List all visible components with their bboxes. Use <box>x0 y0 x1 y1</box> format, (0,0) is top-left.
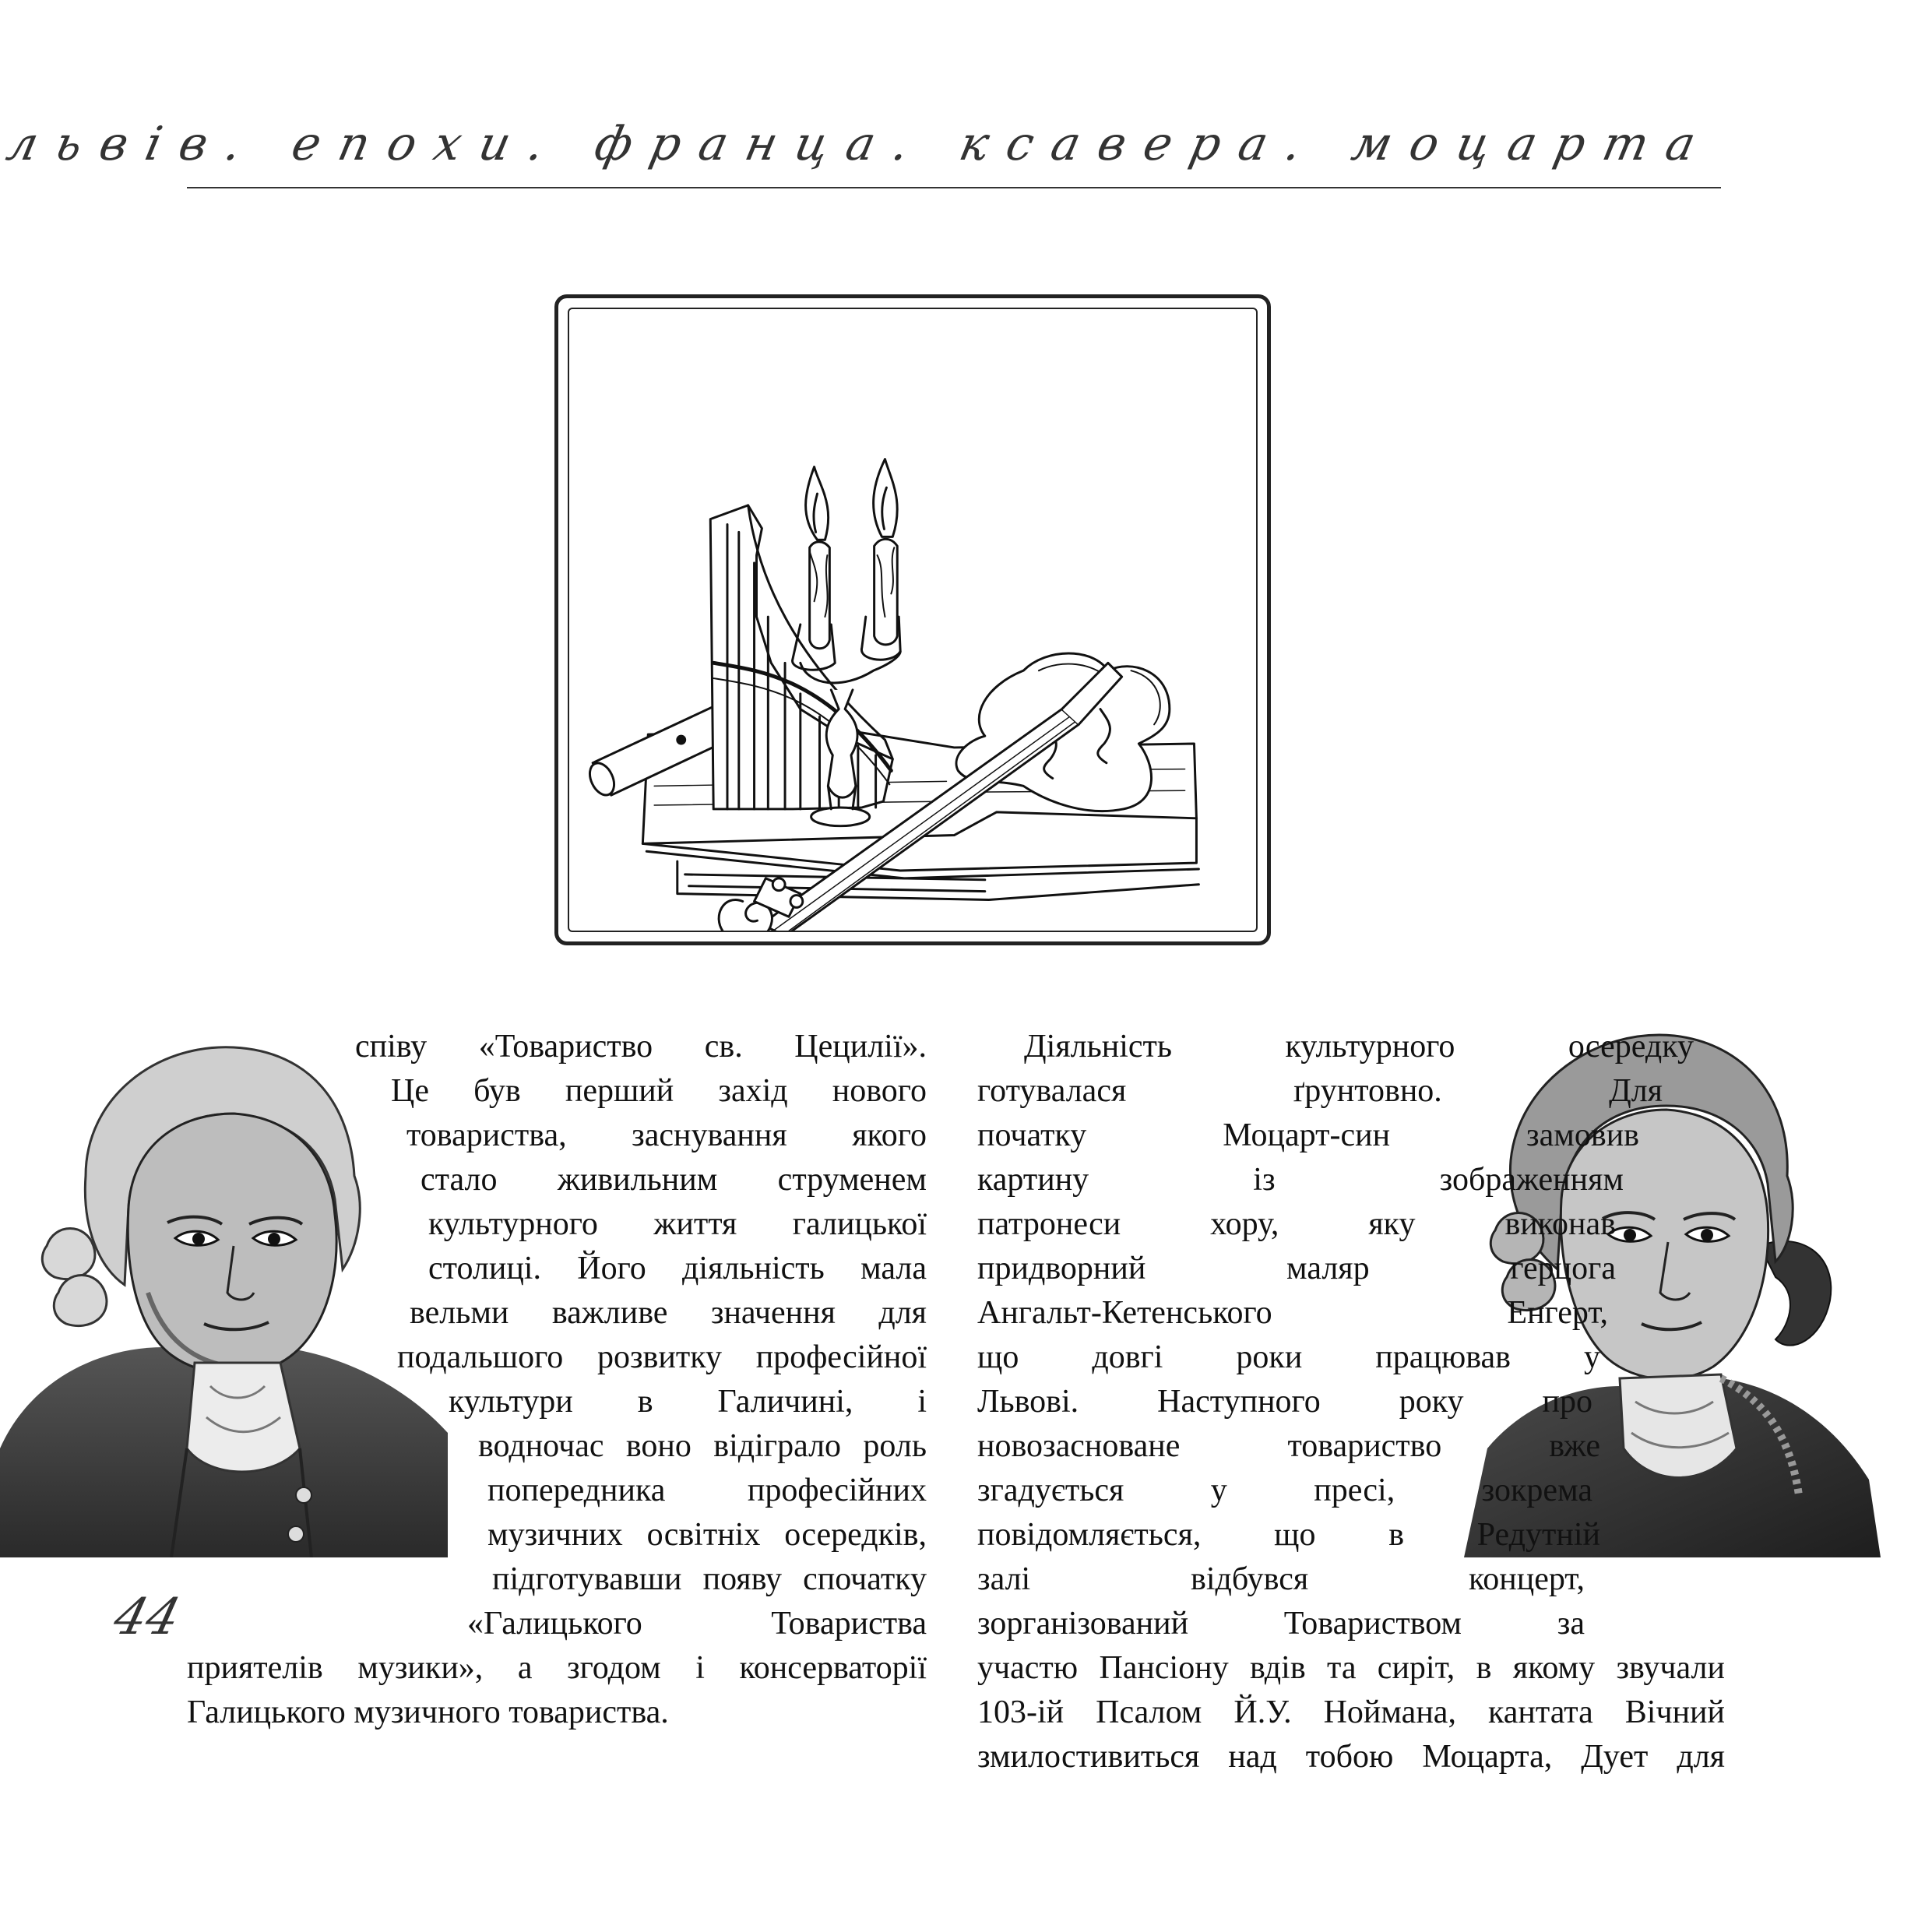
left-line: подальшого розвитку професійної <box>397 1339 927 1375</box>
right-line: придворний маляр герцога <box>977 1251 1616 1286</box>
left-line: музичних освітніх осередків, <box>487 1517 927 1553</box>
left-line: попередника професійних <box>487 1473 927 1508</box>
running-header <box>2 117 1721 188</box>
left-line: співу «Товариство св. Цецилії». <box>355 1029 927 1065</box>
illustration-frame <box>554 294 1271 945</box>
right-line: початку Моцарт-син замовив <box>977 1117 1639 1153</box>
left-column <box>179 1025 927 1735</box>
left-line: «Галицького Товариства <box>467 1606 927 1642</box>
right-line: залі відбувся концерт, <box>977 1561 1585 1597</box>
right-line: повідомляється, що в Редутній <box>977 1517 1600 1553</box>
left-line: культури в Галичині, і <box>449 1384 927 1420</box>
illustration <box>568 308 1258 932</box>
left-line: вельми важливе значення для <box>410 1295 927 1331</box>
right-line: змилостивиться над тобою Моцарта, Дует для <box>977 1739 1725 1775</box>
right-line: картину із зображенням <box>977 1162 1624 1198</box>
candles-instruments-icon <box>569 309 1256 931</box>
right-line: новозасноване товариство вже <box>977 1428 1600 1464</box>
right-line: участю Пансіону вдів та сиріт, в якому звучали <box>977 1650 1725 1686</box>
right-line: Львові. Наступного року про <box>977 1384 1592 1420</box>
left-line: приятелів музики», а згодом і консерваторії <box>187 1650 927 1686</box>
right-line: згадується у пресі, зокрема <box>977 1473 1592 1508</box>
right-line: що довгі роки працював у <box>977 1339 1600 1375</box>
left-line: товариства, заснування якого <box>406 1117 927 1153</box>
right-line: Ангальт-Кетенського Енгерт, <box>977 1295 1608 1331</box>
left-line: водночас воно відіграло роль <box>478 1428 927 1464</box>
left-line: Це був перший захід нового <box>391 1073 927 1109</box>
right-line: Діяльність культурного осередку <box>1024 1029 1694 1065</box>
right-line: зорганізований Товариством за <box>977 1606 1585 1642</box>
right-column <box>977 1025 1725 1779</box>
running-title: львів. епохи. франца. ксавера. моцарта <box>2 117 1719 171</box>
left-line: культурного життя галицької <box>428 1206 927 1242</box>
right-line: патронеси хору, яку виконав <box>977 1206 1616 1242</box>
left-line: підготувавши появу спочатку <box>492 1561 927 1597</box>
left-line: Галицького музичного товариства. <box>187 1694 669 1730</box>
left-line: стало живильним струменем <box>421 1162 927 1198</box>
page-number: 44 <box>107 1589 186 1646</box>
right-line: готувалася ґрунтовно. Для <box>977 1073 1663 1109</box>
left-line: столиці. Його діяльність мала <box>428 1251 927 1286</box>
right-line: 103-ій Псалом Й.У. Ноймана, кантата Вічний <box>977 1694 1725 1730</box>
